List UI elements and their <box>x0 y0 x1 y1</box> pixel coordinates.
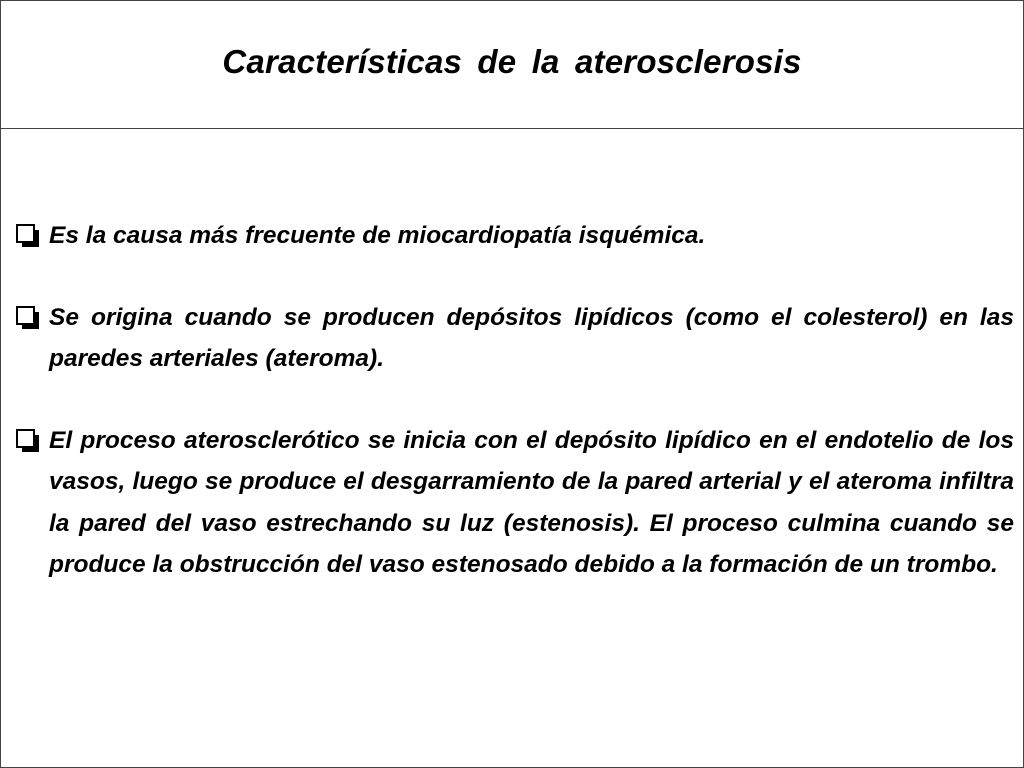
checkbox-bullet-icon <box>15 305 41 331</box>
bullet-item <box>15 297 1014 380</box>
bullet-text: Es la causa más frecuente de miocardiopatía isquémica. <box>49 222 706 249</box>
bullet-text: Se origina cuando se producen depósitos lipídicos (como el colesterol) en las paredes arteriales (ateroma). <box>49 303 1014 372</box>
bullet-item <box>15 215 1014 257</box>
bullet-text: El proceso aterosclerótico se inicia con el depósito lipídico en el endotelio de los vasos, luego se produce el desgarramiento de la pared arterial y el ateroma infiltra la pared del vaso estrechando su luz (estenosis). El proceso culmina cuando se produce la obstrucción del vaso estenosado debido a la formación de un trombo. <box>49 426 1014 578</box>
bullet-item <box>15 420 1014 586</box>
slide-title: Características de la aterosclerosis <box>222 42 802 80</box>
checkbox-bullet-icon <box>15 223 41 249</box>
checkbox-bullet-icon <box>15 428 41 454</box>
title-box <box>1 1 1023 129</box>
bullet-list <box>15 215 1014 626</box>
